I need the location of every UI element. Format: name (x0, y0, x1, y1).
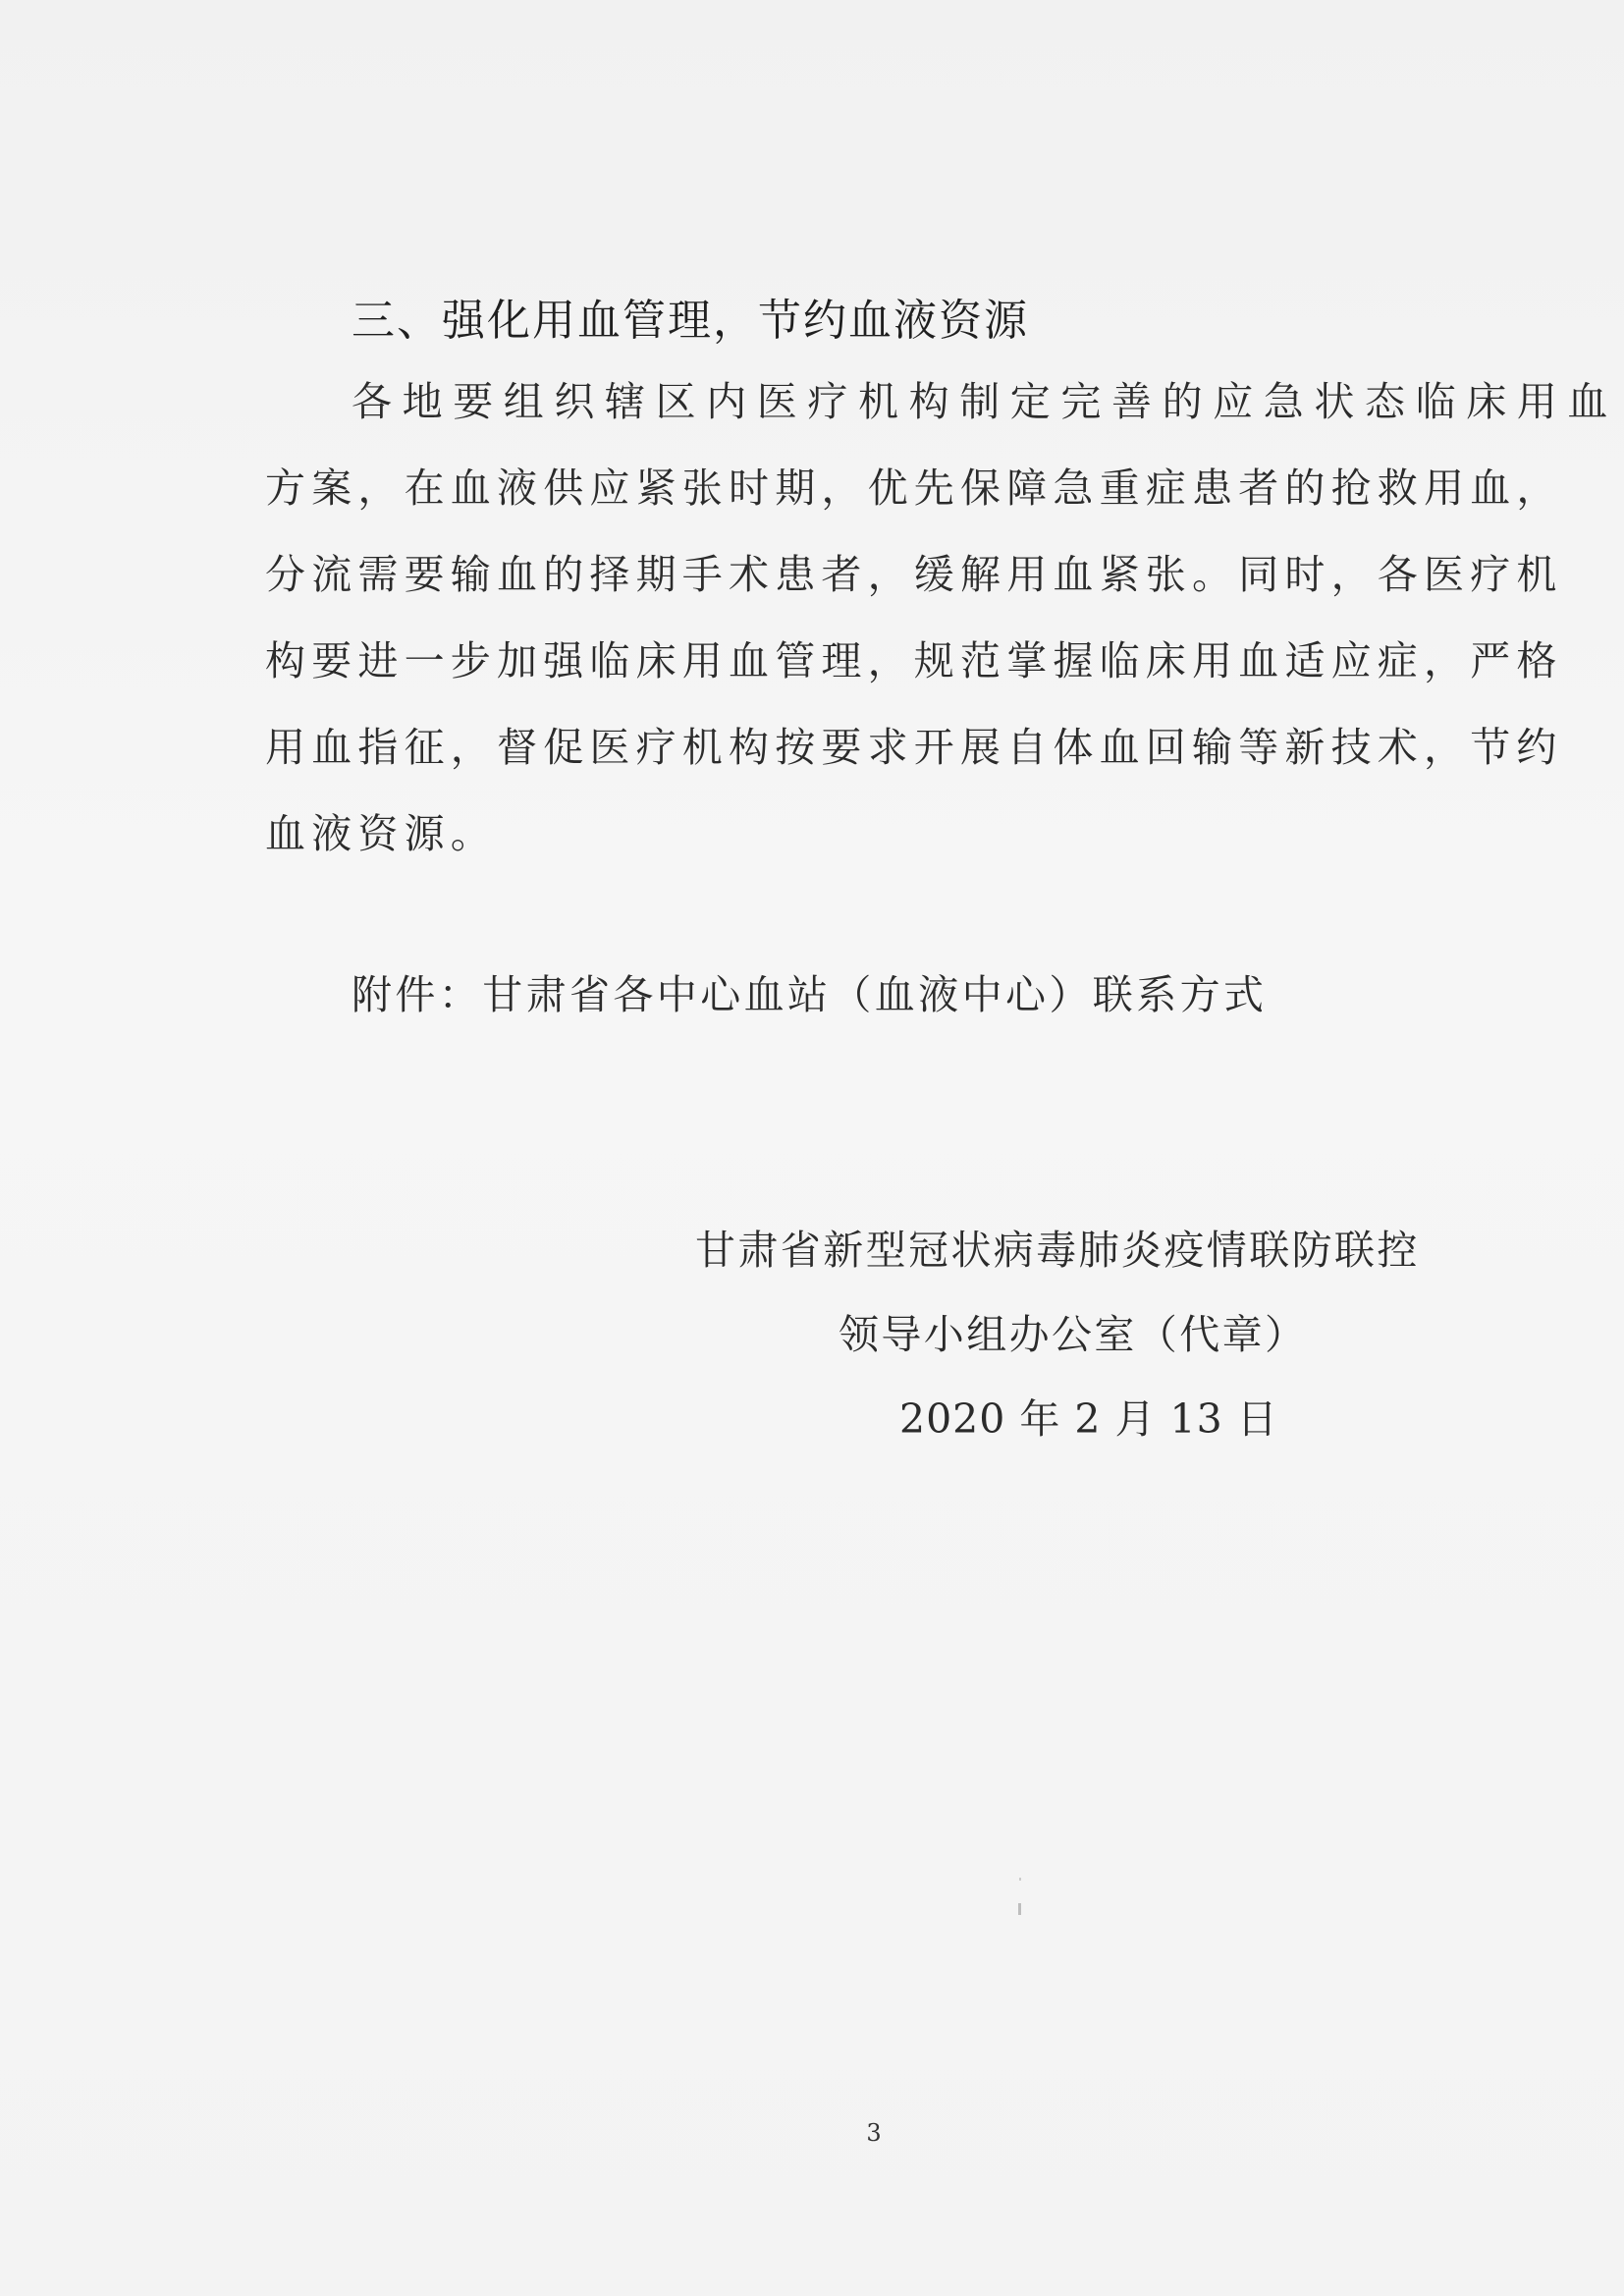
section-heading: 三、强化用血管理，节约血液资源 (352, 296, 1029, 346)
signature-office: 领导小组办公室（代章） (839, 1311, 1308, 1358)
scan-speck (1019, 1878, 1021, 1881)
attachment-line: 附件：甘肃省各中心血站（血液中心）联系方式 (352, 971, 1268, 1018)
paragraph-line: 用血指征，督促医疗机构按要求开展自体血回输等新技术，节约 (265, 724, 1563, 771)
paragraph-line: 构要进一步加强临床用血管理，规范掌握临床用血适应症，严格 (265, 637, 1563, 684)
scan-speck (1018, 1903, 1021, 1915)
signature-date: 2020 年 2 月 13 日 (899, 1395, 1278, 1443)
paragraph-line: 血液资源。 (265, 810, 497, 857)
signature-organization: 甘肃省新型冠状病毒肺炎疫情联防联控 (695, 1227, 1420, 1274)
paragraph-line: 各地要组织辖区内医疗机构制定完善的应急状态临床用血 (352, 378, 1618, 425)
page-number: 3 (866, 2119, 882, 2147)
paragraph-line: 方案，在血液供应紧张时期，优先保障急重症患者的抢救用血， (265, 465, 1563, 512)
paragraph-line: 分流需要输血的择期手术患者，缓解用血紧张。同时，各医疗机 (265, 551, 1563, 598)
